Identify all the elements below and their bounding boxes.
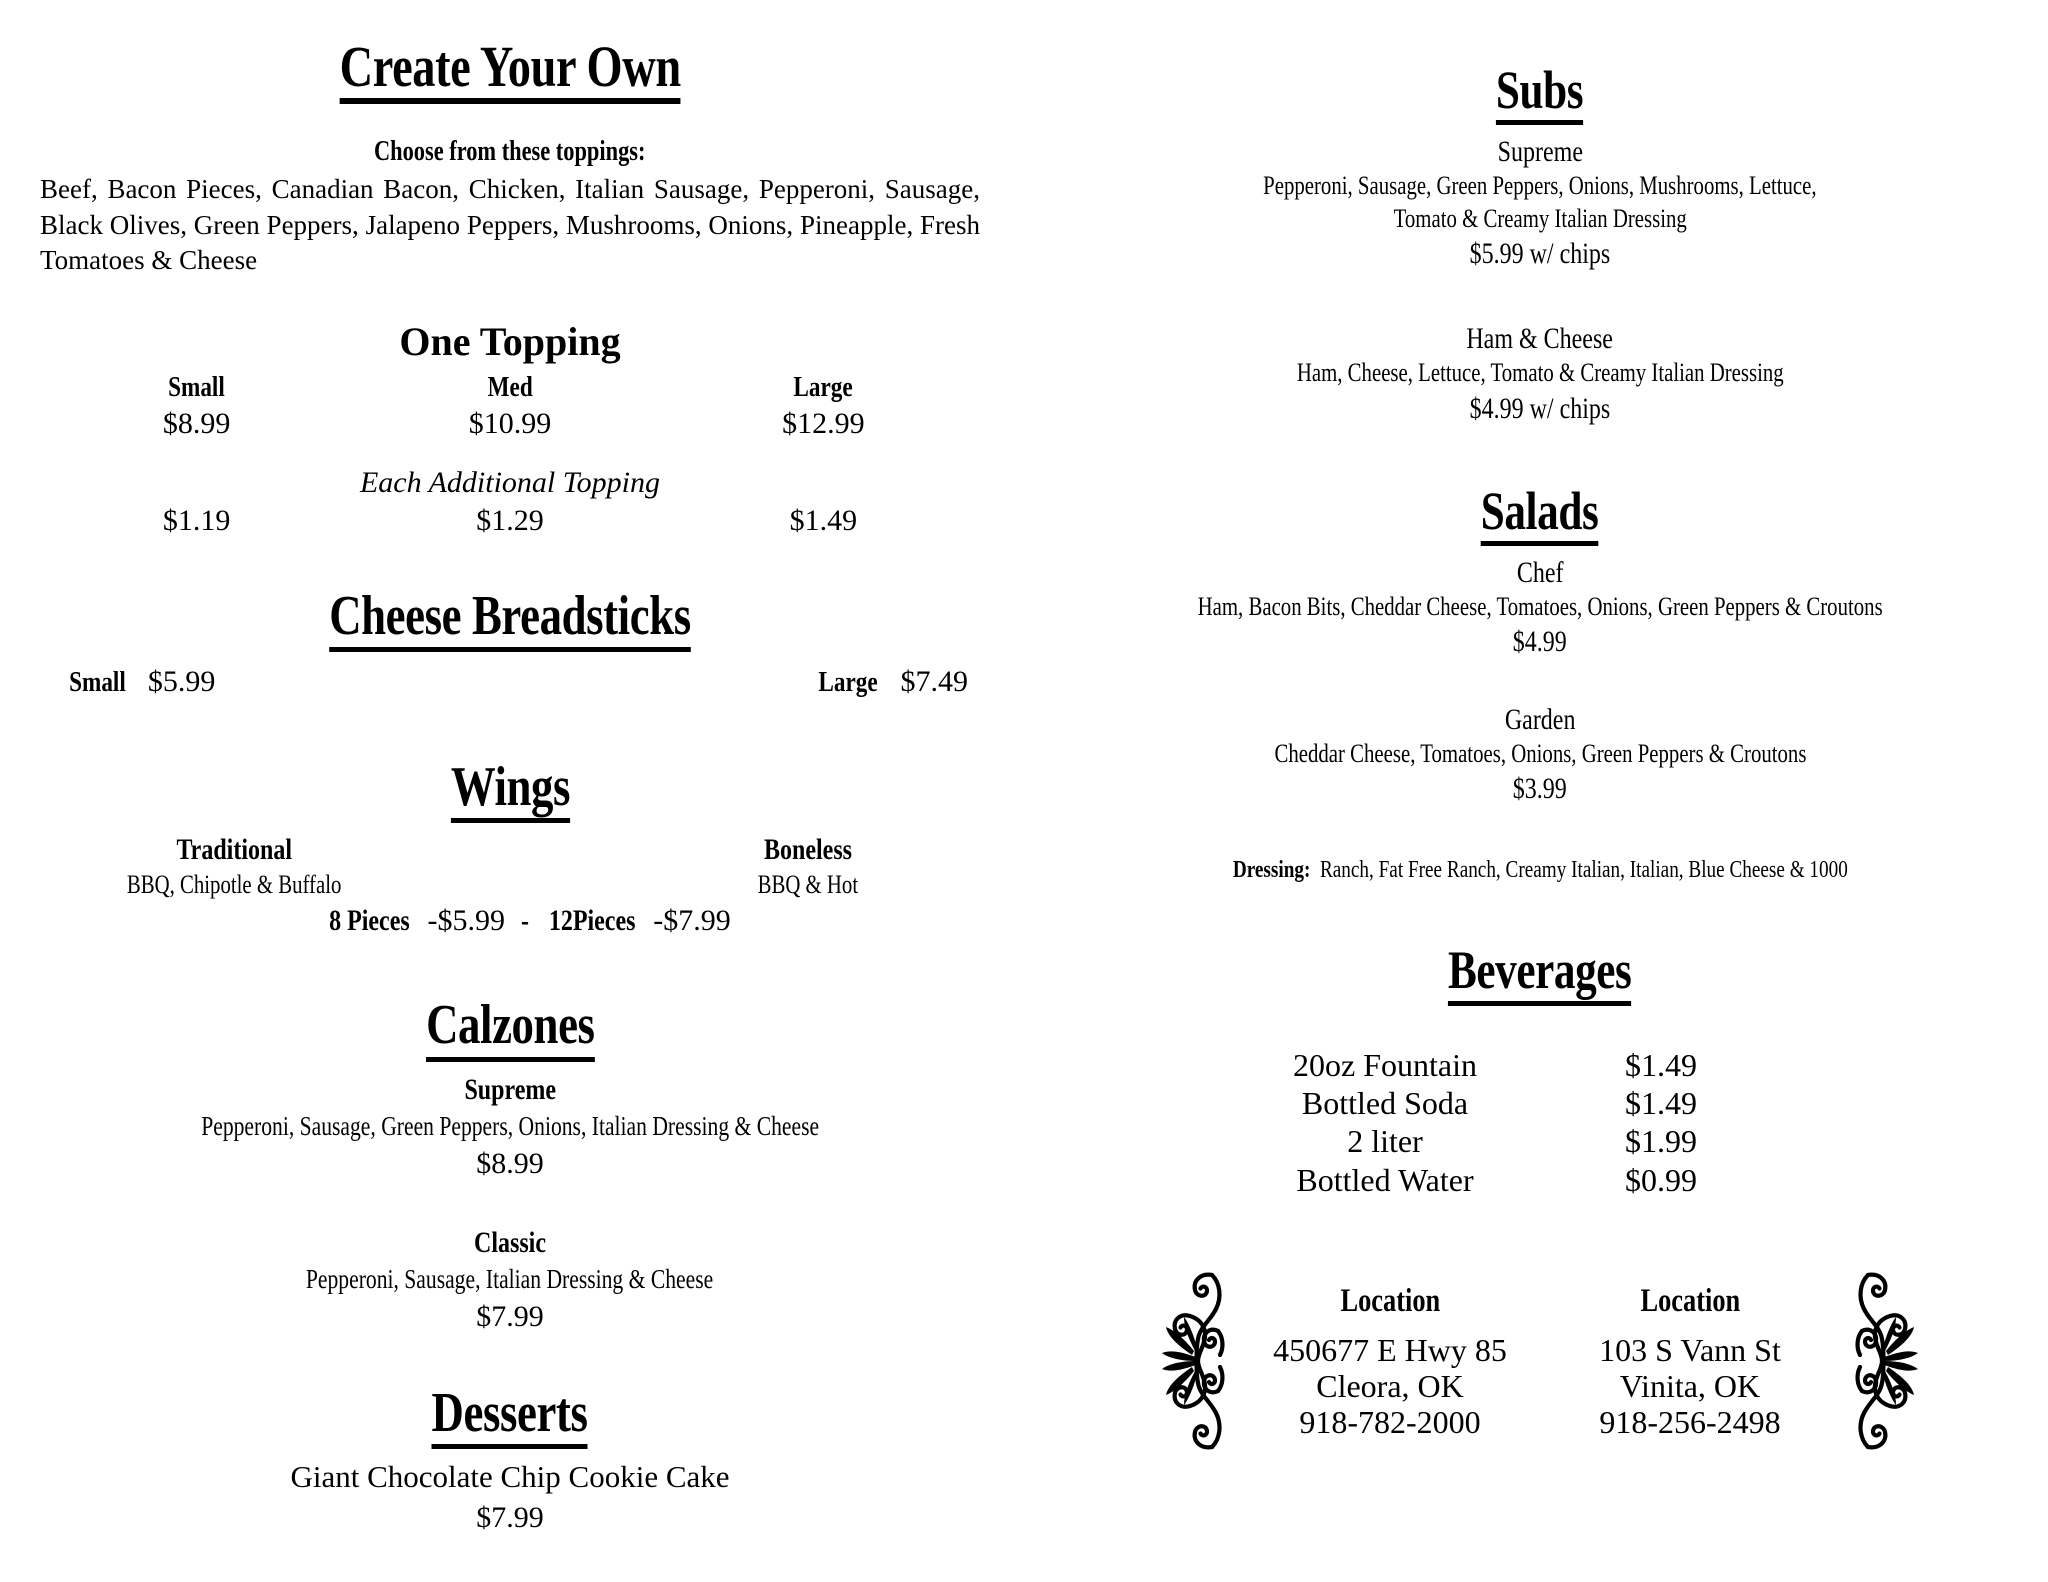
salad-dressing-line <box>1090 855 1990 886</box>
sub-ham-cheese-name: Ham & Cheese <box>1466 322 1614 356</box>
beverage-name: Bottled Water <box>1296 1161 1474 1198</box>
location-vinita <box>1540 1282 1840 1441</box>
addl-price-large: $1.49 <box>789 503 858 537</box>
sub-item <box>1090 133 1990 272</box>
one-topping-size-labels <box>40 369 980 405</box>
one-topping-subheading: One Topping <box>399 318 621 364</box>
wings-boneless <box>658 831 958 901</box>
size-label-small: Small <box>168 370 226 403</box>
calzones-heading-text: Calzones <box>426 996 595 1061</box>
location-address: 103 S Vann St <box>1599 1332 1781 1369</box>
location-phone: 918-782-2000 <box>1299 1403 1481 1440</box>
toppings-list: Beef, Bacon Pieces, Canadian Bacon, Chicken, Italian Sausage, Pepperoni, Sausage, Black Olives, Green Peppers, Jalapeno Peppers, Mushrooms, Onions, Pineapple, Fresh Tomatoes & Cheese <box>40 174 980 275</box>
flourish-ornament-icon <box>1160 1261 1240 1461</box>
calzone-supreme-description: Pepperoni, Sausage, Green Peppers, Onions, Italian Dressing & Cheese <box>201 1110 819 1141</box>
section-salads <box>1090 480 1990 887</box>
create-your-own-heading-text: Create Your Own <box>339 36 680 104</box>
calzone-item <box>40 1223 980 1336</box>
calzone-item <box>40 1070 980 1183</box>
breadsticks-small-label: Small <box>69 666 126 699</box>
wings-traditional-label: Traditional <box>176 833 292 867</box>
price-large: $12.99 <box>782 407 865 440</box>
beverage-price: $1.49 <box>1625 1046 1697 1083</box>
breadsticks-large <box>811 662 968 702</box>
wings-12-pieces-label: 12Pieces <box>548 904 635 938</box>
dessert-item <box>40 1457 980 1536</box>
desserts-heading <box>40 1381 980 1449</box>
sub-ham-cheese-description-line1: Ham, Cheese, Lettuce, Tomato & Creamy Italian Dressing <box>1296 358 1784 388</box>
locations-footer <box>1090 1261 1990 1461</box>
location-title: Location <box>1640 1282 1740 1319</box>
beverages-heading <box>1090 942 1990 1005</box>
cheese-breadsticks-heading <box>40 587 980 652</box>
beverage-price: $1.99 <box>1625 1123 1697 1160</box>
salad-chef-name: Chef <box>1516 555 1564 589</box>
wings-8-pieces-price: -$5.99 <box>427 904 505 938</box>
salads-heading-text: Salads <box>1481 483 1599 546</box>
beverage-price: $0.99 <box>1625 1161 1697 1198</box>
wings-heading <box>40 758 980 823</box>
beverage-name: 20oz Fountain <box>1293 1046 1477 1083</box>
section-cheese-breadsticks <box>40 587 980 702</box>
right-column <box>1090 62 1990 1461</box>
wings-8-pieces-label: 8 Pieces <box>329 904 410 938</box>
breadsticks-large-price: $7.49 <box>900 665 968 699</box>
addl-price-small: $1.19 <box>162 503 231 537</box>
calzone-classic-price: $7.99 <box>476 1299 544 1333</box>
sub-supreme-description-line1: Pepperoni, Sausage, Green Peppers, Onions, Mushrooms, Lettuce, <box>1263 171 1817 201</box>
dressing-label: Dressing: <box>1232 857 1311 884</box>
wings-boneless-flavors: BBQ & Hot <box>757 869 859 899</box>
price-med: $10.99 <box>468 407 552 440</box>
each-additional-prices <box>40 502 980 540</box>
sub-supreme-description-line2: Tomato & Creamy Italian Dressing <box>1393 203 1687 233</box>
cheese-breadsticks-prices <box>40 660 980 702</box>
section-subs <box>1090 62 1990 427</box>
cheese-breadsticks-heading-text: Cheese Breadsticks <box>329 587 691 652</box>
create-your-own-heading <box>40 36 980 104</box>
breadsticks-large-label: Large <box>818 666 879 699</box>
toppings-label <box>40 136 980 168</box>
salad-chef-description: Ham, Bacon Bits, Cheddar Cheese, Tomatoes, Onions, Green Peppers & Croutons <box>1197 592 1883 622</box>
beverage-name: 2 liter <box>1347 1123 1423 1160</box>
wings-traditional <box>84 831 384 901</box>
calzones-heading <box>40 996 980 1061</box>
section-desserts <box>40 1381 980 1537</box>
table-row <box>1235 1161 1845 1199</box>
size-label-large: Large <box>793 370 853 403</box>
wings-pieces-pricing <box>40 901 980 940</box>
section-calzones <box>40 996 980 1336</box>
salad-chef-price: $4.99 <box>1513 625 1567 659</box>
dressing-options: Ranch, Fat Free Ranch, Creamy Italian, Italian, Blue Cheese & 1000 <box>1319 857 1848 884</box>
salad-item <box>1090 554 1990 661</box>
subs-heading <box>1090 62 1990 125</box>
section-create-your-own <box>40 36 980 539</box>
salad-garden-description: Cheddar Cheese, Tomatoes, Onions, Green Peppers & Croutons <box>1274 738 1806 768</box>
flourish-ornament-icon <box>1840 1261 1920 1461</box>
beverage-price: $1.49 <box>1625 1084 1697 1121</box>
calzone-supreme-price: $8.99 <box>476 1146 544 1180</box>
each-additional-topping-label: Each Additional Topping <box>359 465 661 499</box>
one-topping-prices <box>40 405 980 443</box>
wings-traditional-flavors: BBQ, Chipotle & Buffalo <box>126 869 342 899</box>
addl-price-med: $1.29 <box>476 503 544 537</box>
wings-12-pieces-price: -$7.99 <box>653 904 731 938</box>
size-label-med: Med <box>487 370 533 403</box>
toppings-label-text: Choose from these toppings: <box>374 136 646 168</box>
desserts-heading-text: Desserts <box>432 1384 588 1449</box>
table-row <box>1235 1046 1845 1084</box>
wings-boneless-label: Boneless <box>763 833 852 867</box>
sub-supreme-name: Supreme <box>1497 135 1583 169</box>
location-city-state: Cleora, OK <box>1316 1368 1464 1404</box>
salad-garden-name: Garden <box>1504 702 1576 736</box>
salads-heading <box>1090 480 1990 546</box>
sub-ham-cheese-price: $4.99 w/ chips <box>1469 391 1611 425</box>
location-address: 450677 E Hwy 85 <box>1273 1332 1507 1369</box>
beverage-name: Bottled Soda <box>1301 1084 1469 1121</box>
subs-heading-text: Subs <box>1496 62 1583 125</box>
breadsticks-small-price: $5.99 <box>147 665 216 699</box>
location-phone: 918-256-2498 <box>1599 1403 1781 1440</box>
wings-types <box>40 831 980 901</box>
wings-heading-text: Wings <box>450 758 569 823</box>
calzone-classic-description: Pepperoni, Sausage, Italian Dressing & Cheese <box>306 1263 714 1294</box>
section-wings <box>40 758 980 940</box>
table-row <box>1235 1122 1845 1160</box>
beverages-heading-text: Beverages <box>1448 942 1632 1005</box>
price-small: $8.99 <box>162 407 231 440</box>
section-beverages <box>1090 942 1990 1199</box>
sub-supreme-price: $5.99 w/ chips <box>1469 236 1611 270</box>
one-topping-block <box>40 318 980 539</box>
location-title: Location <box>1340 1282 1440 1319</box>
salad-garden-price: $3.99 <box>1513 771 1567 805</box>
calzone-supreme-name: Supreme <box>464 1072 556 1106</box>
sub-item <box>1090 320 1990 427</box>
location-city-state: Vinita, OK <box>1619 1368 1761 1404</box>
left-column <box>40 36 980 1537</box>
table-row <box>1235 1084 1845 1122</box>
dessert-cookie-cake-price: $7.99 <box>476 1500 544 1534</box>
location-cleora <box>1240 1282 1540 1441</box>
beverages-table <box>1235 1046 1845 1200</box>
salad-item <box>1090 701 1990 808</box>
wings-pieces-separator: - <box>521 904 529 938</box>
breadsticks-small <box>62 662 215 702</box>
dessert-cookie-cake-name: Giant Chocolate Chip Cookie Cake <box>290 1459 730 1495</box>
calzone-classic-name: Classic <box>474 1225 546 1259</box>
